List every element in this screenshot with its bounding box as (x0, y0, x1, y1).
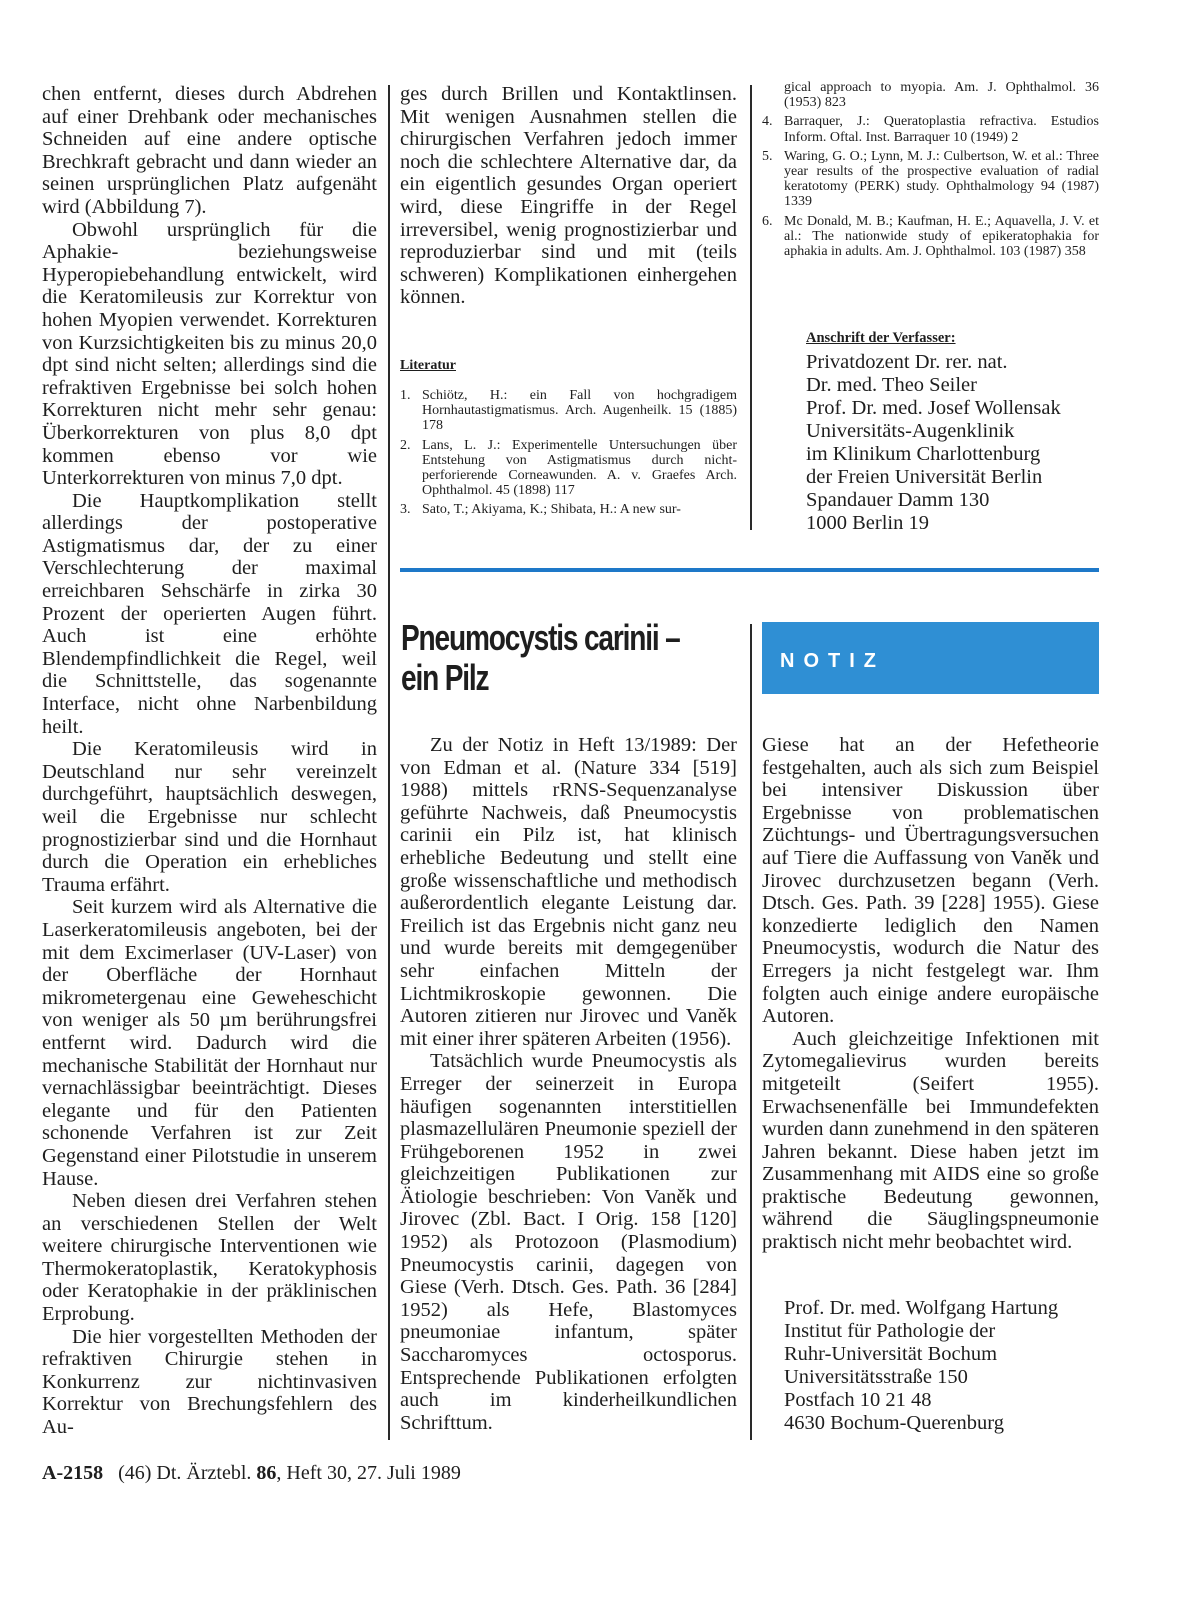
left-paragraph-6: Neben diesen drei Verfahren stehen an verschiedenen Stellen der Welt weitere chirurgische Interventionen wie Thermokeratoplastik, Keratokyphosis oder Keratophakie in der präklinischen Erprobung. (42, 1190, 377, 1326)
reference-number: 2. (400, 437, 411, 453)
footer-journal: (46) Dt. Ärztebl. (118, 1462, 252, 1484)
author-line: Ruhr-Universität Bochum (784, 1343, 998, 1365)
author-line: Postfach 10 21 48 (784, 1389, 932, 1411)
reference-item (400, 388, 737, 434)
article-right-column (762, 734, 1099, 1254)
reference-item (762, 149, 1099, 210)
article-author-address (784, 1297, 1104, 1435)
anschrift-line: Prof. Dr. med. Josef Wollensak (806, 397, 1061, 419)
anschrift-section (806, 330, 1106, 535)
reference-number: 6. (762, 213, 773, 229)
reference-number: 4. (762, 114, 773, 130)
article-paragraph-2: Tatsächlich wurde Pneumocystis als Erreger der seinerzeit in Europa häufigen sogenannten interstitiellen plasmazellulären Pneumonie speziell der Frühgeborenen 1952 in zwei gleichzeitigen Publikationen zur Ätiologie beschrieben: Von Vaněk und Jirovec (Zbl. Bact. I Orig. 158 [120] 1952) als Protozoon (Plasmodium) Pneumocystis carinii, dagegen von Giese (Verh. Dtsch. Ges. Path. 36 [284] 1952) als Hefe, Blastomyces pneumoniae infantum, später Saccharomyces octosporus. Entsprechende Publikationen erfolgten auch im kinderheilkundlichen Schrifttum. (400, 1050, 737, 1434)
left-paragraph-4: Die Keratomileusis wird in Deutschland nur sehr vereinzelt durchgeführt, hauptsächlich deswegen, weil die Ergebnisse nur schlecht prognostizierbar sind und die Hornhaut durch die Operation ein erhebliches Trauma erfährt. (42, 738, 377, 896)
author-line: Institut für Pathologie der (784, 1320, 996, 1342)
left-column (42, 83, 377, 1439)
article-paragraph-4: Auch gleichzeitige Infektionen mit Zytomegalievirus wurden bereits mitgeteilt (Seifert 1955). Erwachsenenfälle bei Immundefekten wurden dann zunehmend in den späteren Jahren bekannt. Diese haben jetzt im Zusammenhang mit AIDS eine so große praktische Bedeutung gewonnen, während die Säuglingspneumonie praktisch nicht mehr beobachtet wird. (762, 1027, 1099, 1254)
article-paragraph-3: Giese hat an der Hefetheorie festgehalten, auch als sich zum Beispiel bei intensiver Diskussion über Ergebnisse von problematischen Züchtungs- und Übertragungsversuchen auf Tiere die Auffassung von Vaněk und Jirovec durchzusetzen begann (Verh. Dtsch. Ges. Path. 39 [228] 1955). Giese konzedierte lediglich den Namen Pneumocystis, wodurch die Natur des Erregers ja nicht festgelegt war. Ihm folgten auch einige andere europäische Autoren. (762, 734, 1099, 1028)
author-line: Prof. Dr. med. Wolfgang Hartung (784, 1297, 1059, 1319)
reference-continuation (762, 80, 1099, 110)
author-line: 4630 Bochum-Querenburg (784, 1412, 1004, 1434)
reference-item (762, 214, 1099, 260)
reference-item (400, 438, 737, 499)
anschrift-line: Universitäts-Augenklinik (806, 420, 1015, 442)
notiz-label: NOTIZ (780, 650, 885, 672)
reference-text: Sato, T.; Akiyama, K.; Shibata, H.: A new sur- (422, 502, 681, 518)
middle-top-paragraph: ges durch Brillen und Kontaktlinsen. Mit wenigen Ausnahmen stellen die chirurgischen Verfahren jedoch immer noch die schlechtere Alternative dar, da ein eigentlich gesundes Organ operiert wird, diese Eingriffe in der Regel irreversibel, wenig prognostizierbar und reproduzierbar sind und mit (teils schweren) Komplikationen einhergehen können. (400, 83, 737, 309)
left-paragraph-5: Seit kurzem wird als Alternative die Laserkeratomileusis angeboten, bei der mit dem Excimerlaser (UV-Laser) von der Oberfläche der Hornhaut mikrometergenau eine Geweheschicht von weniger als 50 µm berührungsfrei entfernt wird. Dadurch wird die mechanische Stabilität der Hornhaut nur vernachlässigbar beeinträchtigt. Dieses elegante und für den Patienten schonende Verfahren ist zur Zeit Gegenstand einer Pilotstudie in unserem Hause. (42, 896, 377, 1190)
anschrift-line: Spandauer Damm 130 (806, 489, 990, 511)
reference-text: Schiötz, H.: ein Fall von hochgradigem Hornhautastigmatismus. Arch. Augenheilk. 15 (1885) 178 (422, 388, 737, 434)
middle-top-column (400, 83, 737, 309)
anschrift-line: der Freien Universität Berlin (806, 466, 1043, 488)
reference-text: gical approach to myopia. Am. J. Ophthalmol. 36 (1953) 823 (784, 80, 1099, 111)
page-code: A-2158 (42, 1462, 104, 1484)
anschrift-line: 1000 Berlin 19 (806, 512, 929, 534)
literatur-title: Literatur (400, 358, 456, 373)
reference-item (762, 114, 1099, 144)
left-paragraph-3: Die Hauptkomplikation stellt allerdings der postoperative Astigmatismus dar, der zu einer Verschlechterung der maximal erreichbaren Sehschärfe in zirka 30 Prozent der operierten Augen führt. Auch ist eine erhöhte Blendempfindlichkeit die Regel, weil die Schnittstelle, das sogenannte Interface, nicht ohne Narbenbildung heilt. (42, 489, 377, 738)
footer-issue-date: , Heft 30, 27. Juli 1989 (276, 1462, 461, 1484)
footer-volume: 86 (256, 1462, 277, 1484)
reference-number: 5. (762, 148, 773, 164)
page-footer (42, 1462, 461, 1485)
reference-text: Waring, G. O.; Lynn, M. J.: Culbertson, W. et al.: Three year results of the prospective evaluation of radial keratotomy (PERK) study. Ophthalmology 94 (1987) 1339 (784, 148, 1099, 210)
column-rule-left (388, 85, 390, 1440)
reference-number: 1. (400, 388, 411, 403)
column-rule-right-top (750, 85, 752, 530)
anschrift-line: Privatdozent Dr. rer. nat. (806, 351, 1008, 373)
headline-line-1: Pneumocystis carinii – (401, 617, 680, 658)
left-paragraph-7: Die hier vorgestellten Methoden der refraktiven Chirurgie stehen in Konkurrenz zur nichtinvasiven Korrektur von Brechungsfehlern des Au- (42, 1325, 377, 1439)
anschrift-title: Anschrift der Verfasser: (806, 330, 956, 346)
literatur-list-right (762, 80, 1099, 263)
article-paragraph-1: Zu der Notiz in Heft 13/1989: Der von Edman et al. (Nature 334 [519] 1988) mittels rRNS-Sequenzanalyse geführte Nachweis, daß Pneumocystis carinii ein Pilz ist, hat klinisch erhebliche Bedeutung und stellt eine große wissenschaftliche und methodisch außerordentlich elegante Leistung dar. Freilich ist das Ergebnis nicht ganz neu und wurde bereits mit demgegenüber sehr einfachen Mitteln der Lichtmikroskopie gewonnen. Die Autoren zitieren nur Jirovec und Vaněk mit einer ihrer späteren Arbeiten (1956). (400, 734, 737, 1050)
left-paragraph-2: Obwohl ursprünglich für die Aphakie- beziehungsweise Hyperopiebehandlung entwickelt, wird die Keratomileusis zur Korrektur von hohen Myopien verwendet. Korrekturen von Kurzsichtigkeiten bis zu minus 20,0 dpt sind nicht selten; allerdings sind die refraktiven Ergebnisse bei solch hohen Korrekturen nicht mehr sehr genau: Überkorrekturen von plus 8,0 dpt kommen ebenso vor wie Unterkorrekturen von minus 7,0 dpt. (42, 218, 377, 490)
literatur-list-middle (400, 388, 737, 518)
anschrift-line: Dr. med. Theo Seiler (806, 374, 977, 396)
reference-text: Mc Donald, M. B.; Kaufman, H. E.; Aquavella, J. V. et al.: The nationwide study of epikeratophakia for aphakia in adults. Am. J. Ophthalmol. 103 (1987) 358 (784, 213, 1099, 260)
anschrift-line: im Klinikum Charlottenburg (806, 443, 1041, 465)
reference-item (400, 502, 737, 517)
article-headline (401, 618, 680, 698)
headline-line-2: ein Pilz (401, 657, 489, 698)
column-rule-right-bottom (750, 624, 752, 1440)
section-separator-line (400, 568, 1099, 572)
left-paragraph-1: chen entfernt, dieses durch Abdrehen auf einer Drehbank oder mechanisches Schneiden auf eine andere optische Brechkraft gebracht und dann wieder an seinen ursprünglichen Platz aufgenäht wird (Abbildung 7). (42, 83, 377, 218)
reference-text: Barraquer, J.: Queratoplastia refractiva. Estudios Inform. Oftal. Inst. Barraquer 10 (1949) 2 (784, 114, 1099, 145)
article-middle-column (400, 734, 737, 1434)
literatur-section (400, 358, 737, 522)
author-line: Universitätsstraße 150 (784, 1366, 968, 1388)
reference-text: Lans, L. J.: Experimentelle Untersuchungen über Entstehung von Astigmatismus durch nicht-perforierende Corneawunden. A. v. Graefes Arch. Ophthalmol. 45 (1898) 117 (422, 437, 737, 499)
reference-number: 3. (400, 502, 411, 518)
